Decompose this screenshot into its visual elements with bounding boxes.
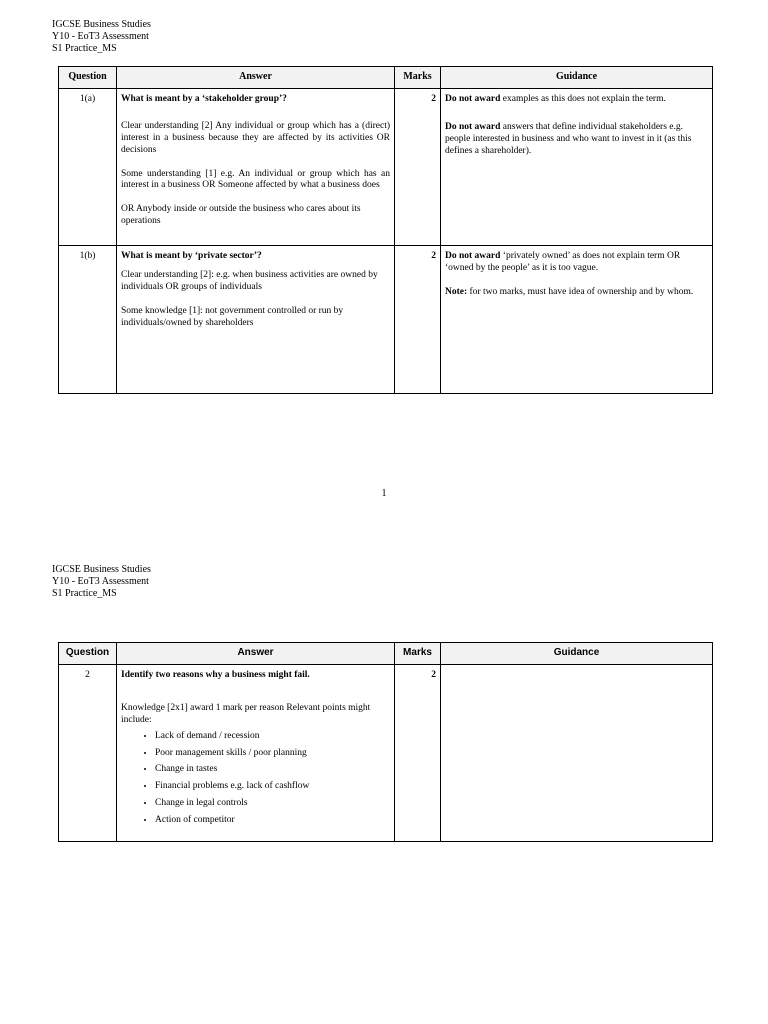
table-header-row xyxy=(59,643,713,665)
question-title: What is meant by ‘private sector’? xyxy=(121,251,262,261)
question-number: 1(a) xyxy=(59,89,117,246)
marks-value: 2 xyxy=(395,246,441,394)
header-line: Y10 - EoT3 Assessment xyxy=(52,31,149,42)
header-line: IGCSE Business Studies xyxy=(52,564,151,575)
table-header-row xyxy=(59,67,713,89)
answer-cell xyxy=(117,665,395,842)
answer-paragraph: Clear understanding [2]: e.g. when business activities are owned by individuals OR groups of individuals xyxy=(121,269,378,292)
column-header-answer: Answer xyxy=(117,67,395,89)
mark-scheme-table-1 xyxy=(58,66,713,394)
guidance-cell xyxy=(441,89,713,246)
table-row xyxy=(59,665,713,842)
question-number: 1(b) xyxy=(59,246,117,394)
table-row xyxy=(59,246,713,394)
header-line: S1 Practice_MS xyxy=(52,588,117,599)
guidance-text: answers that define individual stakeholders e.g. people interested in business and who want to invest in it (as this defines a shareholder). xyxy=(445,121,692,156)
column-header-marks: Marks xyxy=(395,643,441,665)
page1-header xyxy=(52,19,151,55)
guidance-cell xyxy=(441,246,713,394)
answer-paragraph: OR Anybody inside or outside the business who cares about its operations xyxy=(121,204,361,227)
page-number: 1 xyxy=(381,488,387,499)
guidance-text: examples as this does not explain the term. xyxy=(500,94,666,104)
guidance-emphasis: Do not award xyxy=(445,94,501,104)
guidance-paragraph xyxy=(445,122,708,158)
guidance-emphasis: Do not award xyxy=(445,121,501,132)
column-header-answer: Answer xyxy=(117,643,395,665)
column-header-question: Question xyxy=(59,67,117,89)
guidance-text: ‘privately owned’ as does not explain term OR ‘owned by the people’ as it is too vague. xyxy=(445,251,681,273)
list-item: • Action of competitor xyxy=(155,815,390,827)
marks-value: 2 xyxy=(395,665,441,842)
answer-cell xyxy=(117,89,395,246)
marks-value: 2 xyxy=(395,89,441,246)
list-item: • Poor management skills / poor planning xyxy=(155,748,390,760)
reason-list xyxy=(121,731,390,827)
guidance-text: for two marks, must have idea of ownership and by whom. xyxy=(467,286,694,297)
answer-paragraph: Clear understanding [2] Any individual or group which has a (direct) interest in a business because they are affected by its activities OR decisions xyxy=(121,120,390,155)
question-title: What is meant by a ‘stakeholder group’? xyxy=(121,94,287,104)
page2-header xyxy=(52,564,151,600)
list-item: • Change in tastes xyxy=(155,764,390,776)
column-header-marks: Marks xyxy=(395,67,441,89)
table-row xyxy=(59,89,713,246)
answer-paragraph: Some understanding [1] e.g. An individual or group which has an interest in a business OR Someone affected by what a business does xyxy=(121,168,390,191)
column-header-guidance: Guidance xyxy=(441,67,713,89)
guidance-paragraph xyxy=(445,94,708,106)
list-item: • Financial problems e.g. lack of cashflow xyxy=(155,781,390,793)
list-item: • Change in legal controls xyxy=(155,798,390,810)
guidance-emphasis: Do not award xyxy=(445,251,501,261)
guidance-cell xyxy=(441,665,713,842)
answer-paragraph: Some knowledge [1]: not government controlled or run by individuals/owned by shareholders xyxy=(121,305,344,328)
mark-scheme-table-2 xyxy=(58,642,713,842)
question-number: 2 xyxy=(59,665,117,842)
list-item: • Lack of demand / recession xyxy=(155,731,390,743)
guidance-paragraph xyxy=(445,251,708,275)
guidance-paragraph xyxy=(445,287,708,299)
column-header-guidance: Guidance xyxy=(441,643,713,665)
header-line: S1 Practice_MS xyxy=(52,43,117,54)
answer-cell xyxy=(117,246,395,394)
column-header-question: Question xyxy=(59,643,117,665)
header-line: Y10 - EoT3 Assessment xyxy=(52,576,149,587)
guidance-emphasis: Note: xyxy=(445,286,468,297)
answer-paragraph: Knowledge [2x1] award 1 mark per reason Relevant points might include: xyxy=(121,702,371,725)
question-title: Identify two reasons why a business might fail. xyxy=(121,670,310,680)
header-line: IGCSE Business Studies xyxy=(52,19,151,30)
